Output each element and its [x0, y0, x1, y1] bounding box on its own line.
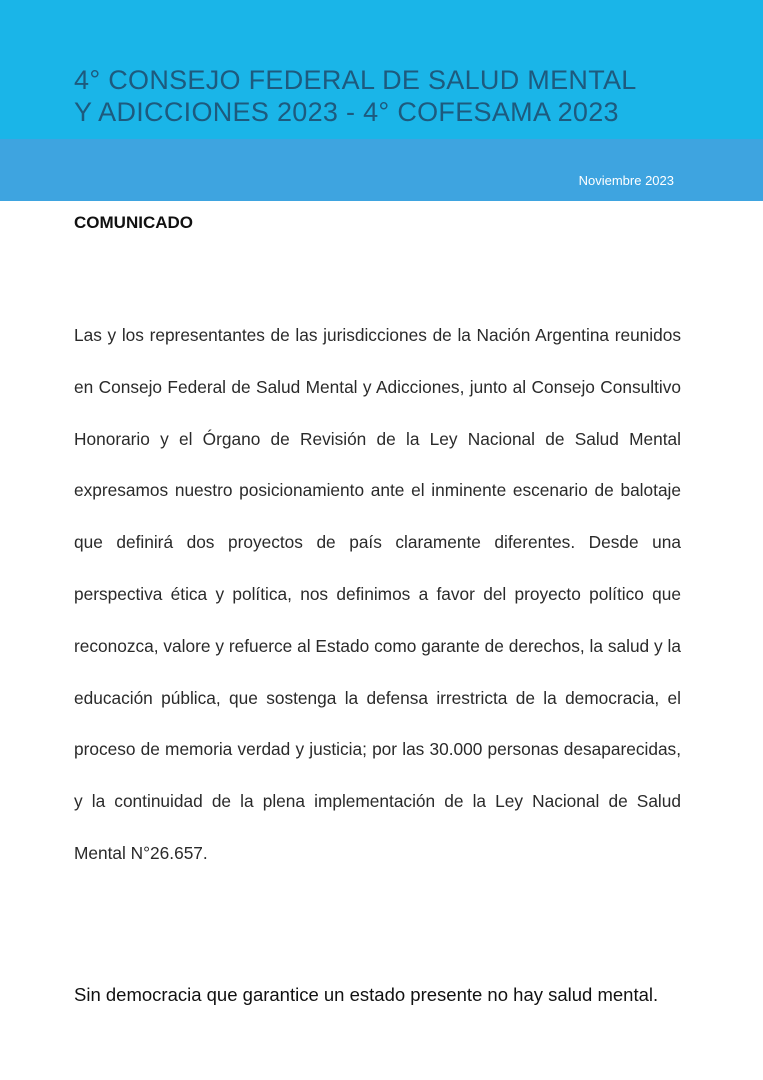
document-body-paragraph: Las y los representantes de las jurisdicciones de la Nación Argentina reunidos en Consejo Federal de Salud Mental y Adicciones, junto al Consejo Consultivo Honorario y el Órgano de Revisión de la Ley Nacional de Salud Mental expresamos nuestro posicionamiento ante el inminente escenario de balotaje que definirá dos proyectos de país claramente diferentes. Desde una perspectiva ética y política, nos definimos a favor del proyecto político que reconozca, valore y refuerce al Estado como garante de derechos, la salud y la educación pública, que sostenga la defensa irrestricta de la democracia, el proceso de memoria verdad y justicia; por las 30.000 personas desaparecidas, y la continuidad de la plena implementación de la Ley Nacional de Salud Mental N°26.657. — [74, 325, 681, 863]
document-label: COMUNICADO — [74, 213, 193, 232]
header-bottom-band — [0, 139, 763, 201]
document-title-line-1: 4° CONSEJO FEDERAL DE SALUD MENTAL — [74, 65, 637, 95]
document-title-line-2: Y ADICCIONES 2023 - 4° COFESAMA 2023 — [74, 97, 619, 127]
document-title — [74, 64, 714, 128]
document-date: Noviembre 2023 — [578, 173, 674, 188]
document-closing-statement: Sin democracia que garantice un estado presente no hay salud mental. — [74, 984, 659, 1005]
